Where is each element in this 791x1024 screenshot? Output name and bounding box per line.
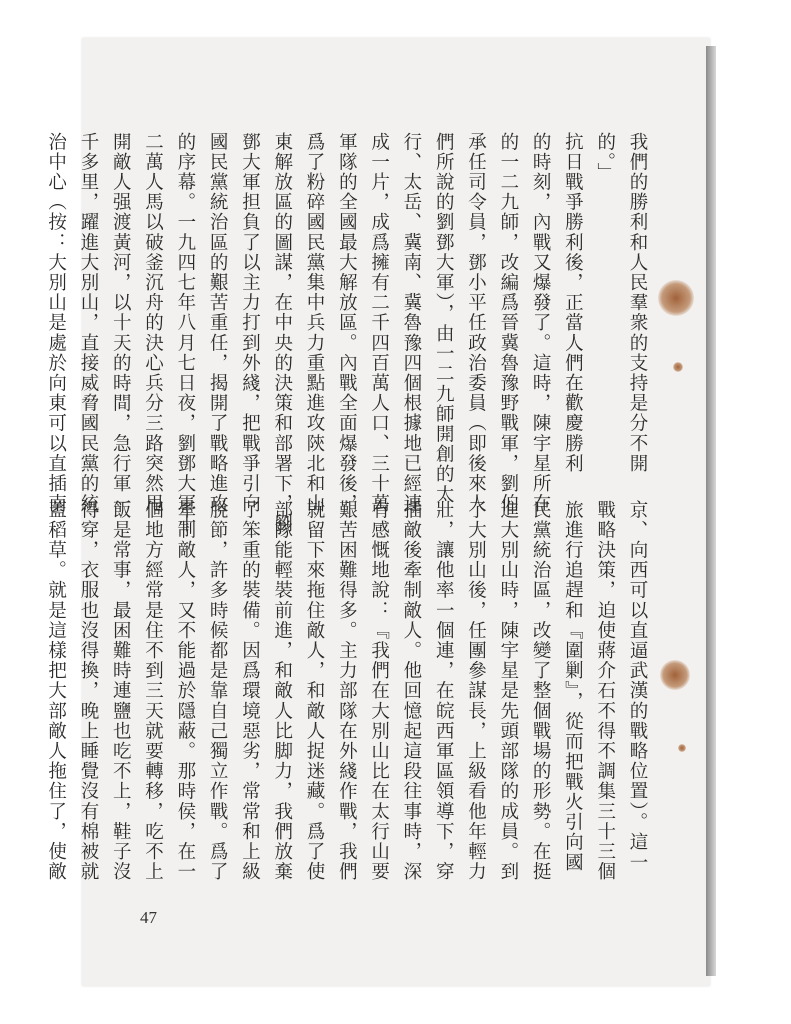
text-column: 抗日戰爭勝利後，正當人們在歡慶勝利 [562, 132, 584, 474]
text-column: 的一二九師，改編爲晉冀魯豫野戰軍，劉伯 [497, 132, 519, 514]
text-column: 成一片，成爲擁有二千四百萬人口、三十萬 [368, 132, 390, 514]
text-column: 部隊能輕裝前進，和敵人比脚力，我們放棄 [271, 500, 293, 882]
text-column: 飯是常事，最困難時連鹽也吃不上，鞋子沒 [110, 500, 132, 882]
text-column: 行、太岳、冀南、冀魯豫四個根據地已經連 [400, 132, 422, 514]
page-number: 47 [140, 908, 157, 927]
text-column: 的。」 [594, 132, 616, 184]
text-column: 的時刻，內戰又爆發了。這時，陳宇星所在 [530, 132, 552, 514]
text-column: 軍隊的全國最大解放區。內戰全面爆發後， [336, 132, 358, 514]
text-column: 千多里，躍進大別山，直接威脅國民黨的統 [77, 132, 99, 514]
page-edge-shadow [706, 46, 716, 976]
text-column: 的序幕。一九四七年八月七日夜，劉鄧大軍十 [174, 132, 196, 534]
lower-text-block [45, 500, 653, 882]
upper-text-block [45, 132, 653, 534]
text-column: 得穿，衣服也沒得換，晚上睡覺沒有棉被就 [77, 500, 99, 882]
text-column: 脫節，許多時候都是靠自己獨立作戰。爲了 [207, 500, 229, 882]
text-column: 鄧大軍担負了以主力打到外綫，把戰爭引向 [239, 132, 261, 514]
text-column: 戰略決策，迫使蔣介石不得不調集三十三個 [594, 500, 616, 882]
foxing-spot [678, 744, 686, 752]
text-column: 進大別山時，陳宇星是先頭部隊的成員。到 [497, 500, 519, 882]
text-column: 旅進行追趕和『圍剿』，從而把戰火引向國 [562, 500, 584, 873]
text-column: 個地方經常是住不到三天就要轉移，吃不上 [142, 500, 164, 882]
text-column: 了笨重的裝備。因爲環境惡劣，常常和上級 [239, 500, 261, 882]
text-column: 蓋稻草。就是這樣把大部敵人拖住了，使敵 [45, 500, 67, 882]
text-column: 民黨統治區，改變了整個戰場的形勢。在挺 [530, 500, 552, 882]
text-column: 艱苦困難得多。主力部隊在外綫作戰，我們 [336, 500, 358, 882]
text-column: 二萬人馬以破釜沉舟的決心兵分三路突然甩 [142, 132, 164, 514]
foxing-spot [673, 362, 683, 372]
text-column: 壯，讓他率一個連，在皖西軍區領導下，穿 [433, 500, 455, 882]
text-column: 國民黨統治區的艱苦重任，揭開了戰略進攻 [207, 132, 229, 514]
text-column: 東解放區的圖謀，在中央的決策和部署下，劉 [271, 132, 293, 534]
foxing-spot [658, 280, 694, 316]
text-column: 治中心（按：大別山是處於向東可以直插南 [45, 132, 67, 514]
text-column: 爲了粉碎國民黨集中兵力重點進攻陝北和山 [304, 132, 326, 514]
text-column: 京、向西可以直逼武漢的戰略位置）。這一 [627, 500, 648, 873]
text-column: 插敵後牽制敵人。他回憶起這段往事時，深 [400, 500, 422, 882]
text-column: 承任司令員，鄧小平任政治委員（即後來人 [465, 132, 487, 514]
text-column: 開敵人强渡黃河，以十天的時間，急行軍一 [110, 132, 132, 514]
foxing-spot [660, 660, 690, 690]
text-column: 我們的勝利和人民羣衆的支持是分不開 [627, 132, 648, 474]
text-column: 了大別山後，任團參謀長，上級看他年輕力 [465, 500, 487, 882]
text-column: 有感慨地說：『我們在大別山比在太行山要 [368, 500, 390, 882]
text-column: 牽制敵人，又不能過於隱蔽。那時侯，在一 [174, 500, 196, 882]
text-column: 就留下來拖住敵人，和敵人捉迷藏。爲了使 [304, 500, 326, 882]
text-column: 們所說的劉鄧大軍），由一二九師開創的太 [433, 132, 455, 505]
